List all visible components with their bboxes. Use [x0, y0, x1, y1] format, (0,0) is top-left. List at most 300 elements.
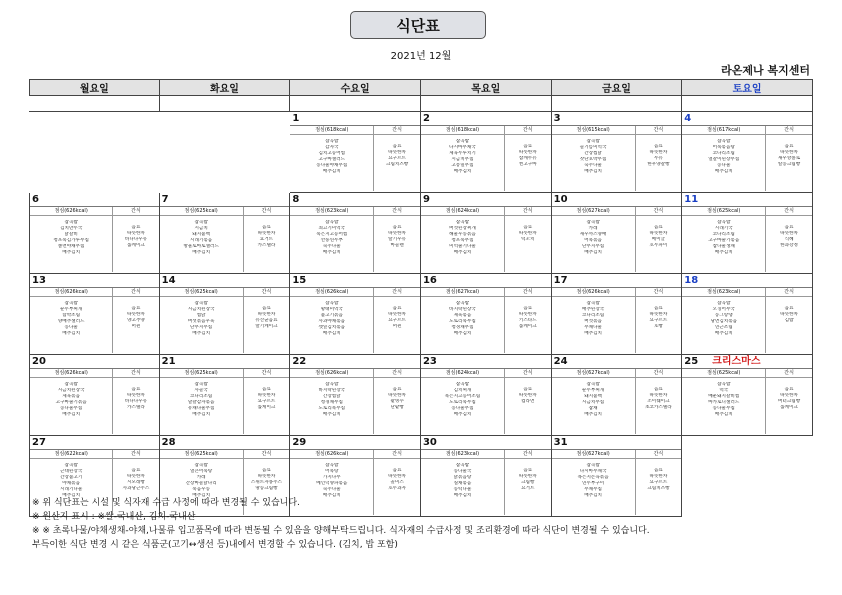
lunch-item: 배추김치: [584, 411, 602, 417]
page-title: 식단표: [350, 11, 486, 39]
day-cell: [421, 274, 552, 355]
date-header: [160, 193, 290, 207]
date-number: 18: [684, 275, 699, 286]
snack-menu: [765, 378, 812, 434]
snack-menu: [635, 297, 682, 353]
blank-row-cell: [421, 96, 552, 112]
date-number: 24: [553, 356, 568, 367]
day-header: 화요일: [160, 79, 291, 96]
meal-body: [682, 297, 812, 353]
date-header: [160, 436, 290, 450]
lunch-item: 잡곡밥: [64, 382, 78, 387]
lunch-item: 근대된장국: [60, 468, 83, 474]
note-line: 부득이한 식단 변경 시 같은 식품군(고기↔생선 등)내에서 변경할 수 있습니다. (김치, 밥 포함): [32, 540, 398, 550]
lunch-menu: [682, 216, 765, 272]
date-number: 22: [292, 356, 307, 367]
snack-item: 사과당근주스: [122, 485, 150, 491]
snack-item: 따뜻한차: [388, 230, 406, 236]
snack-item: 초코카스텔라: [645, 404, 672, 410]
snack-item: 따뜻한차: [257, 311, 276, 317]
lunch-calories: 점심(625kcal): [184, 451, 218, 457]
day-header: 목요일: [421, 79, 552, 96]
lunch-calories: 점심(623kcal): [445, 451, 480, 457]
snack-item: 요구르트: [257, 398, 276, 404]
snack-header: 간식: [373, 369, 420, 377]
meal-header: [160, 450, 290, 459]
day-header: 토요일: [682, 79, 813, 96]
lunch-item: 당면김치볶음: [710, 318, 738, 324]
snack-item: 호두파이: [649, 242, 668, 248]
lunch-item: 배추김치: [62, 411, 81, 417]
lunch-menu: [160, 216, 243, 272]
meal-header: [421, 369, 551, 378]
meal-header: [421, 288, 551, 297]
snack-item: 롤케이크: [127, 242, 145, 248]
snack-item: 요구르트: [649, 317, 668, 323]
meal-body: [290, 216, 420, 272]
lunch-menu: [421, 216, 504, 272]
snack-item: 팥빙수: [390, 398, 404, 404]
lunch-item: 참나물생채: [712, 243, 735, 249]
date-number: 7: [161, 194, 169, 205]
meal-header: [552, 369, 682, 378]
blank-row-cell: [682, 96, 813, 112]
date-number: 14: [161, 275, 176, 286]
meal-header: [160, 369, 290, 378]
lunch-item: 황태미역국: [320, 306, 343, 312]
snack-item: 카스텔라: [257, 242, 276, 248]
lunch-item: 바지락된장국: [449, 306, 476, 312]
snack-item: 크림치즈빵: [647, 485, 670, 491]
meal-header: [290, 207, 420, 216]
snack-item: 크림빵: [521, 479, 535, 485]
lunch-item: 새우까스양배: [579, 231, 607, 237]
snack-menu: [504, 216, 551, 272]
lunch-item: 쫄면야채무침: [57, 243, 85, 249]
lunch-item: 고구마샐러드: [318, 156, 346, 162]
menu-calendar: [29, 79, 813, 517]
lunch-item: 배추김치: [714, 168, 733, 174]
blank-row-cell: [552, 96, 683, 112]
lunch-item: 배추김치: [192, 249, 211, 255]
lunch-item: 청경채무침: [320, 399, 343, 405]
snack-menu: [243, 297, 290, 353]
date-number: 29: [292, 437, 307, 448]
snack-header: 간식: [373, 288, 420, 296]
snack-header: 간식: [112, 450, 158, 458]
meal-header: [552, 207, 682, 216]
lunch-item: 잡곡밥: [717, 382, 731, 387]
snack-item: 따뜻한차: [518, 230, 537, 236]
meal-body: [682, 216, 812, 272]
lunch-item: 어묵볶음: [584, 237, 602, 243]
snack-item: 머핀: [392, 323, 402, 329]
meal-header: [30, 207, 159, 216]
lunch-item: 잡곡밥: [325, 301, 339, 306]
snack-item: 음료: [784, 306, 794, 311]
lunch-item: 연두부구이: [582, 480, 605, 486]
lunch-item: 코다리조림: [582, 312, 605, 318]
day-cell: [290, 274, 421, 355]
lunch-item: 잡곡밥: [64, 220, 78, 225]
snack-menu: [243, 216, 290, 272]
blank-row-cell: [160, 96, 291, 112]
snack-item: 음료: [392, 387, 402, 392]
day-cell: [421, 193, 552, 274]
lunch-item: 잡곡밥: [455, 382, 470, 387]
lunch-menu: [682, 135, 765, 191]
meal-body: [421, 135, 551, 191]
lunch-item: 배추김치: [322, 168, 341, 174]
snack-menu: [373, 297, 420, 353]
day-cell: [290, 112, 421, 193]
lunch-item: 어묵탕: [325, 468, 339, 474]
lunch-calories: 점심(618kcal): [315, 127, 349, 133]
meal-body: [421, 378, 551, 434]
snack-menu: [635, 135, 682, 191]
snack-menu: [112, 297, 158, 353]
lunch-item: 순두부찌개: [60, 306, 83, 312]
snack-header: 간식: [112, 288, 158, 296]
snack-item: 바나나우유: [124, 398, 148, 404]
snack-item: 스위트자몽주스: [250, 479, 282, 485]
snack-menu: [765, 216, 812, 272]
lunch-item: 방울토마토샐러드: [183, 243, 219, 249]
lunch-item: 버섯볶음우육: [187, 318, 215, 324]
meal-header: [682, 207, 812, 216]
date-header: [30, 436, 159, 450]
date-header: [160, 355, 290, 369]
day-cell: [421, 112, 552, 193]
snack-menu: [504, 135, 551, 191]
day-cell: [552, 193, 683, 274]
snack-item: 키스타드: [518, 317, 537, 323]
meal-header: [682, 369, 812, 378]
lunch-calories: 점심(624kcal): [445, 370, 480, 376]
date-header: [30, 355, 159, 369]
lunch-item: 숙주나물: [322, 486, 341, 492]
lunch-item: 잡곡밥: [455, 220, 470, 225]
lunch-calories: 점심(623kcal): [707, 289, 741, 295]
lunch-item: 간장찜닭: [584, 150, 602, 156]
snack-item: 따뜻한차: [518, 149, 537, 155]
lunch-item: 가지나무: [322, 474, 341, 480]
snack-menu: [504, 378, 551, 434]
snack-header: 간식: [504, 288, 551, 296]
snack-item: 따뜻한차: [518, 311, 537, 317]
meal-body: [552, 216, 682, 272]
day-cell: [29, 193, 160, 274]
snack-item: 요구르트: [388, 155, 406, 161]
snack-header: 간식: [243, 450, 290, 458]
lunch-calories: 점심(615kcal): [576, 127, 610, 133]
lunch-item: 코다리조림: [190, 393, 213, 399]
lunch-menu: [290, 297, 373, 353]
snack-item: 따뜻한차: [518, 473, 537, 479]
lunch-item: 찜닭: [196, 312, 206, 318]
snack-menu: [373, 135, 420, 191]
snack-item: 따뜻한차: [780, 311, 798, 317]
snack-item: 음료: [131, 387, 141, 392]
snack-item: 카스텔라: [127, 404, 145, 410]
day-cell: [29, 274, 160, 355]
empty-day-cell: [29, 112, 160, 193]
snack-header: 간식: [373, 207, 420, 215]
snack-item: 두유: [653, 155, 663, 161]
lunch-item: 배추김치: [322, 411, 341, 417]
snack-item: 음료: [653, 225, 663, 230]
lunch-calories: 점심(626kcal): [54, 289, 88, 295]
snack-item: 음료: [653, 306, 663, 311]
lunch-item: 배추김치: [453, 330, 472, 336]
date-header: [552, 355, 682, 369]
date-number: 31: [553, 437, 568, 448]
meal-header: [30, 450, 159, 459]
meal-body: [421, 216, 551, 272]
lunch-item: 배추김치: [62, 249, 81, 255]
meal-body: [421, 297, 551, 353]
lunch-item: 제육볶음: [453, 312, 472, 318]
center-name: 라온제나 복지센터: [721, 64, 810, 77]
snack-item: 따뜻한차: [780, 230, 798, 236]
lunch-item: 잡곡밥: [586, 463, 600, 468]
lunch-item: 잡곡밥: [64, 301, 78, 306]
date-header: [421, 274, 551, 288]
snack-item: 새우깡볼로: [777, 155, 801, 161]
snack-header: 간식: [504, 369, 551, 377]
lunch-item: 배추김치: [322, 249, 341, 255]
snack-item: 음료: [392, 225, 402, 230]
lunch-calories: 점심(627kcal): [576, 370, 610, 376]
snack-item: 호두과자: [388, 485, 406, 491]
lunch-calories: 점심(622kcal): [54, 451, 88, 457]
snack-item: 크림치즈빵: [386, 161, 409, 167]
day-cell: [160, 193, 291, 274]
snack-item: 음료: [523, 225, 533, 230]
snack-item: 소이쉐이크: [647, 398, 670, 404]
lunch-menu: [552, 135, 635, 191]
snack-item: 음료: [653, 468, 663, 473]
day-cell: [160, 355, 291, 436]
lunch-item: 배추김치: [584, 330, 602, 336]
lunch-menu: [552, 216, 635, 272]
snack-item: 요구르트: [388, 317, 406, 323]
holiday-label: 크리스마스: [712, 356, 761, 367]
snack-header: 간식: [504, 450, 551, 458]
lunch-item: 제육볶음: [62, 393, 81, 399]
meal-header: [552, 126, 682, 135]
lunch-item: 양배추샐러드: [57, 318, 85, 324]
snack-item: 따뜻한차: [518, 392, 537, 398]
snack-item: 요구르트: [649, 479, 668, 485]
date-number: 30: [422, 437, 437, 448]
snack-item: 바나나우유: [124, 236, 148, 242]
empty-day-cell: [682, 436, 813, 517]
meal-body: [30, 216, 159, 272]
snack-item: 찐고구마: [518, 161, 537, 167]
snack-header: 간식: [635, 369, 682, 377]
snack-item: 음료: [523, 468, 533, 473]
meal-header: [421, 207, 551, 216]
lunch-item: 콩나물: [717, 162, 731, 168]
snack-item: 따뜻한차: [127, 311, 145, 317]
lunch-item: 잡곡밥: [194, 382, 208, 387]
date-number: 16: [422, 275, 437, 286]
lunch-calories: 점심(618kcal): [445, 127, 480, 133]
lunch-item: 무채무침: [584, 486, 602, 492]
lunch-item: 배추김치: [714, 411, 733, 417]
lunch-menu: [30, 378, 112, 434]
date-header: [682, 355, 812, 369]
lunch-item: 잡채: [588, 405, 598, 411]
lunch-item: 떡국: [719, 387, 729, 393]
lunch-item: 콩나물무침: [712, 405, 735, 411]
lunch-item: 사골국: [194, 387, 208, 393]
date-header: [552, 193, 682, 207]
date-number: 13: [32, 275, 46, 286]
snack-menu: [635, 378, 682, 434]
lunch-calories: 점심(627kcal): [576, 208, 610, 214]
lunch-item: 콩나물국: [453, 468, 472, 474]
snack-header: 간식: [635, 126, 682, 134]
snack-menu: [373, 216, 420, 272]
meal-body: [552, 135, 682, 191]
lunch-item: 배추김치: [62, 330, 81, 336]
meal-body: [160, 297, 290, 353]
snack-item: 따뜻한차: [257, 392, 276, 398]
lunch-item: 동나물야채무침: [316, 162, 348, 168]
date-number: 1: [292, 113, 300, 124]
meal-header: [421, 450, 551, 459]
snack-header: 간식: [243, 369, 290, 377]
lunch-item: 매운돼지갈비찜: [708, 393, 740, 399]
date-header: [682, 274, 812, 288]
date-number: 17: [553, 275, 568, 286]
lunch-item: 콩나물무침: [451, 405, 474, 411]
lunch-item: 버섯볶음: [584, 318, 602, 324]
meal-header: [30, 288, 159, 297]
date-header: [421, 193, 551, 207]
day-cell: [160, 274, 291, 355]
lunch-item: 배추김치: [584, 168, 602, 174]
snack-item: 따뜻한차: [649, 392, 668, 398]
meal-body: [30, 378, 159, 434]
lunch-calories: 점심(625kcal): [707, 370, 741, 376]
lunch-item: 잡곡밥: [194, 463, 208, 468]
lunch-item: 도토리묵무침: [449, 399, 476, 405]
lunch-item: 김치만두국: [60, 225, 83, 231]
snack-header: 간식: [504, 126, 551, 134]
lunch-menu: [682, 378, 765, 434]
meal-header: [160, 288, 290, 297]
lunch-calories: 점심(623kcal): [315, 208, 349, 214]
lunch-item: 청포묵무침: [451, 237, 474, 243]
lunch-item: 간장찜닭: [322, 393, 341, 399]
snack-item: 음료: [784, 144, 794, 149]
lunch-item: 야채볶음: [62, 480, 81, 486]
blank-row-cell: [290, 96, 421, 112]
lunch-item: 콩나물무침: [60, 405, 83, 411]
lunch-item: 김치고등어찜: [318, 150, 346, 156]
meal-body: [160, 378, 290, 434]
snack-header: 간식: [765, 207, 812, 215]
lunch-item: 단무지무침: [190, 324, 213, 330]
lunch-menu: [552, 378, 635, 434]
meal-header: [290, 288, 420, 297]
lunch-menu: [290, 135, 373, 191]
lunch-item: 바지락된장국: [318, 387, 346, 393]
meal-body: [160, 216, 290, 272]
date-number: 20: [32, 356, 46, 367]
lunch-item: 배추김치: [453, 411, 472, 417]
lunch-item: 메인덕양파볶음: [316, 480, 348, 486]
notes: [32, 496, 650, 552]
lunch-calories: 점심(626kcal): [315, 370, 349, 376]
snack-item: 따뜻한차: [257, 230, 276, 236]
day-cell: [552, 355, 683, 436]
lunch-item: 청경채무침: [451, 324, 474, 330]
lunch-item: 다시마무채국: [579, 468, 607, 474]
lunch-item: 함박조림: [62, 312, 81, 318]
date-header: [552, 112, 682, 126]
snack-item: 롤케이크: [257, 404, 276, 410]
date-header: [682, 112, 812, 126]
lunch-item: 실채볶음: [453, 480, 472, 486]
date-number: 25: [684, 356, 699, 367]
snack-item: 따뜻한차: [649, 149, 668, 155]
date-header: [421, 355, 551, 369]
snack-item: 따뜻한차: [388, 311, 406, 317]
lunch-item: 쇠고기미역국: [318, 225, 346, 231]
lunch-item: 북음우동: [192, 486, 211, 492]
lunch-item: 배추김치: [453, 249, 472, 255]
meal-header: [290, 369, 420, 378]
lunch-item: 시래기볶음: [190, 237, 213, 243]
lunch-item: 시금치: [194, 225, 208, 231]
snack-item: 마들렌: [390, 242, 404, 248]
snack-item: 음료: [262, 468, 271, 473]
snack-item: 롤케이크: [518, 323, 537, 329]
snack-item: 음료: [131, 468, 141, 473]
date-header: [421, 436, 551, 450]
lunch-item: 제육두루치기: [449, 150, 476, 156]
meal-body: [552, 378, 682, 434]
lunch-item: 묵은지고등어조림: [444, 393, 481, 399]
lunch-item: 시래기나물: [60, 486, 83, 492]
snack-item: 한과강정: [780, 242, 798, 248]
lunch-item: 얼큰어묵탕: [190, 468, 213, 474]
lunch-item: 잡곡밥: [194, 220, 208, 225]
lunch-item: 닭볶음탕: [453, 474, 472, 480]
lunch-menu: [290, 216, 373, 272]
lunch-item: 잡곡밥: [325, 220, 339, 225]
meal-body: [30, 297, 159, 353]
lunch-item: 시래기국: [714, 225, 733, 231]
note-line: ※ ※ 초록나물/야채생채-야채,나물류 입고품목에 따라 변동될 수 있음을 양해부탁드립니다. 식자재의 수급사정 및 조리환경에 따라 식단이 변경될 수 있습니다.: [32, 526, 650, 536]
lunch-calories: 점심(627kcal): [445, 289, 480, 295]
lunch-item: 돼지불백: [192, 231, 211, 237]
snack-item: 음료: [131, 225, 141, 230]
lunch-menu: [30, 297, 112, 353]
snack-item: 딸기케이크: [255, 323, 278, 329]
lunch-item: 잡곡밥: [325, 139, 339, 144]
snack-item: 따뜻한차: [649, 230, 668, 236]
snack-item: 머핀: [131, 323, 141, 329]
snack-header: 간식: [635, 207, 682, 215]
lunch-item: 잡곡밥: [455, 139, 470, 144]
date-number: 28: [161, 437, 176, 448]
date-header: [421, 112, 551, 126]
